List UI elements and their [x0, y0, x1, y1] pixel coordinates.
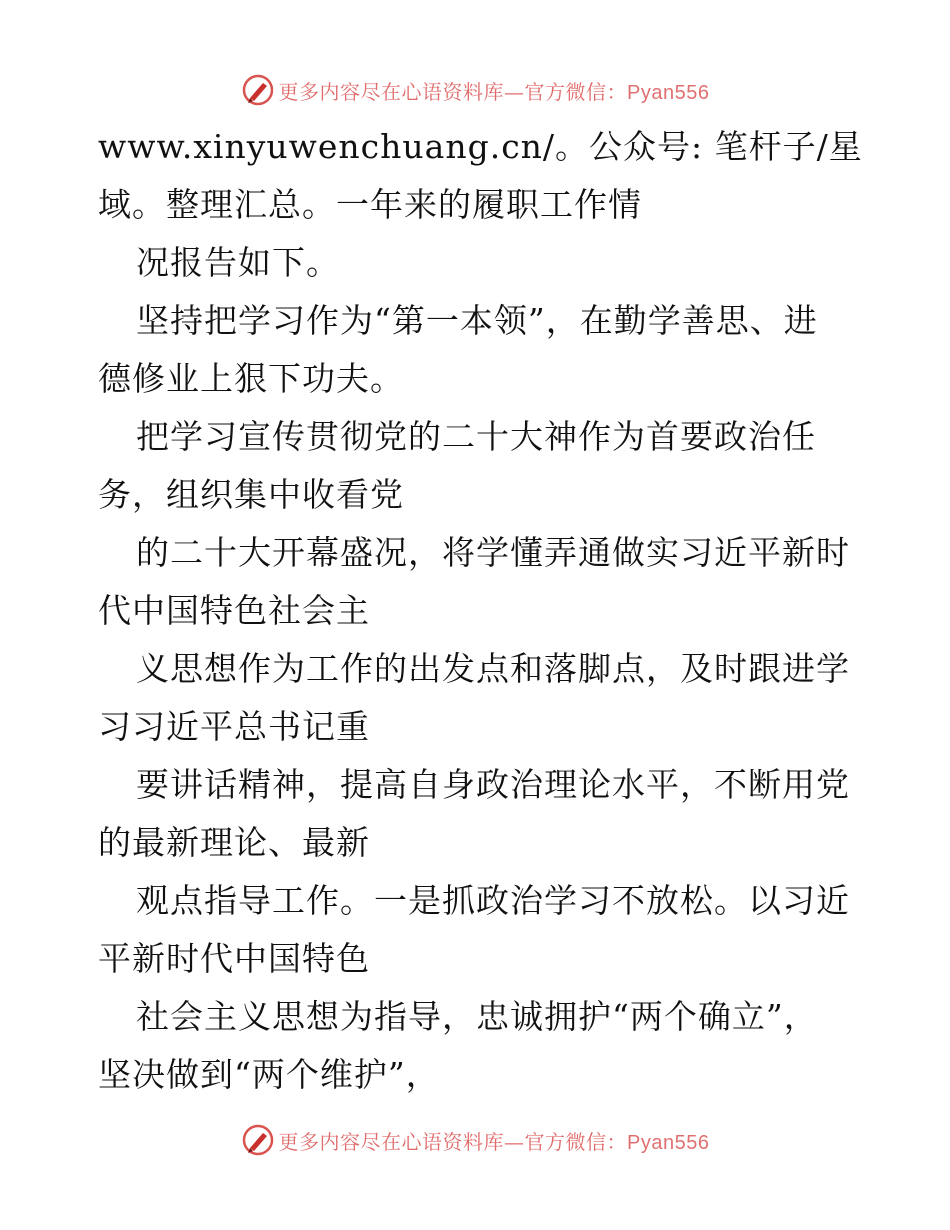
text-line: www.xinyuwenchuang.cn/。公众号: 笔杆子/星 [98, 127, 863, 166]
text-line: 义思想作为工作的出发点和落脚点，及时跟进学 [136, 649, 850, 688]
text-line: 的最新理论、最新 [98, 823, 370, 862]
text-line: 坚决做到“两个维护”， [98, 1055, 440, 1094]
text-line: 况报告如下。 [136, 243, 340, 282]
watermark-text: 更多内容尽在心语资料库—官方微信：Pyan556 [278, 1129, 710, 1154]
text-line: 要讲话精神，提高自身政治理论水平，不断用党 [136, 765, 850, 804]
text-line: 观点指导工作。一是抓政治学习不放松。以习近 [136, 881, 850, 920]
footer-watermark [0, 1120, 950, 1160]
pen-logo-icon [241, 1123, 275, 1157]
text-line: 坚持把学习作为“第一本领”，在勤学善思、进 [136, 301, 818, 340]
pen-logo-icon [241, 73, 275, 107]
text-line: 域。整理汇总。一年来的履职工作情 [98, 185, 642, 224]
text-line: 德修业上狠下功夫。 [98, 359, 404, 398]
document-body [98, 118, 863, 1104]
text-line: 的二十大开幕盛况，将学懂弄通做实习近平新时 [136, 533, 850, 572]
watermark-wechat-id: Pyan556 [627, 81, 710, 104]
watermark-wechat-id: Pyan556 [627, 1131, 710, 1154]
header-watermark [0, 70, 950, 110]
watermark-text: 更多内容尽在心语资料库—官方微信：Pyan556 [278, 79, 710, 104]
text-line: 务，组织集中收看党 [98, 475, 404, 514]
text-line: 社会主义思想为指导，忠诚拥护“两个确立”， [136, 997, 818, 1036]
text-line: 把学习宣传贯彻党的二十大神作为首要政治任 [136, 417, 816, 456]
text-line: 平新时代中国特色 [98, 939, 370, 978]
text-line: 代中国特色社会主 [98, 591, 370, 630]
text-line: 习习近平总书记重 [98, 707, 370, 746]
